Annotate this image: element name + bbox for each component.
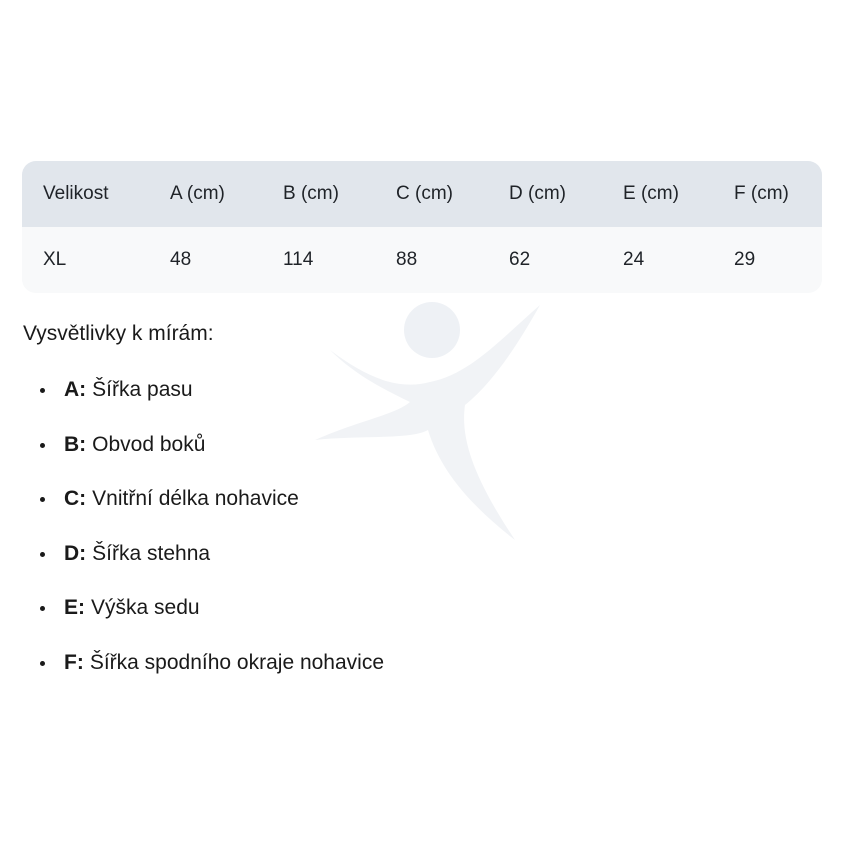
legend-list: [23, 363, 384, 690]
legend-item-e: [23, 581, 384, 636]
legend-text: Šířka pasu: [92, 378, 193, 402]
legend-item-f: [23, 636, 384, 691]
header-f: F (cm): [734, 183, 789, 204]
table-row: [22, 227, 822, 293]
size-table: [22, 161, 822, 293]
cell-f: 29: [734, 249, 756, 270]
bullet-icon: [40, 497, 45, 502]
legend-key: B:: [64, 432, 87, 456]
legend-key: C:: [64, 487, 87, 511]
header-d: D (cm): [509, 183, 566, 204]
header-e: E (cm): [623, 183, 679, 204]
cell-b: 114: [283, 249, 314, 270]
legend-key: E:: [64, 596, 85, 620]
cell-e: 24: [623, 249, 645, 270]
cell-size: XL: [43, 249, 67, 270]
cell-d: 62: [509, 249, 531, 270]
legend-text: Vnitřní délka nohavice: [92, 487, 299, 511]
legend-key: F:: [64, 650, 84, 674]
legend-item-c: [23, 472, 384, 527]
cell-a: 48: [170, 249, 192, 270]
bullet-icon: [40, 606, 45, 611]
bullet-icon: [40, 661, 45, 666]
header-size: Velikost: [43, 183, 109, 204]
legend-text: Šířka spodního okraje nohavice: [89, 650, 385, 674]
bullet-icon: [40, 388, 45, 393]
header-b: B (cm): [283, 183, 339, 204]
header-c: C (cm): [396, 183, 453, 204]
legend-text: Výška sedu: [91, 596, 200, 620]
legend-item-b: [23, 418, 384, 473]
bullet-icon: [40, 552, 45, 557]
legend-key: D:: [64, 541, 87, 565]
legend-item-d: [23, 527, 384, 582]
legend-item-a: [23, 363, 384, 418]
legend-heading: Vysvětlivky k mírám:: [23, 322, 214, 345]
bullet-icon: [40, 443, 45, 448]
cell-c: 88: [396, 249, 418, 270]
legend-text: Šířka stehna: [92, 541, 211, 565]
legend-text: Obvod boků: [92, 432, 206, 456]
table-header-row: [22, 161, 822, 227]
header-a: A (cm): [170, 183, 225, 204]
legend-key: A:: [64, 378, 87, 402]
